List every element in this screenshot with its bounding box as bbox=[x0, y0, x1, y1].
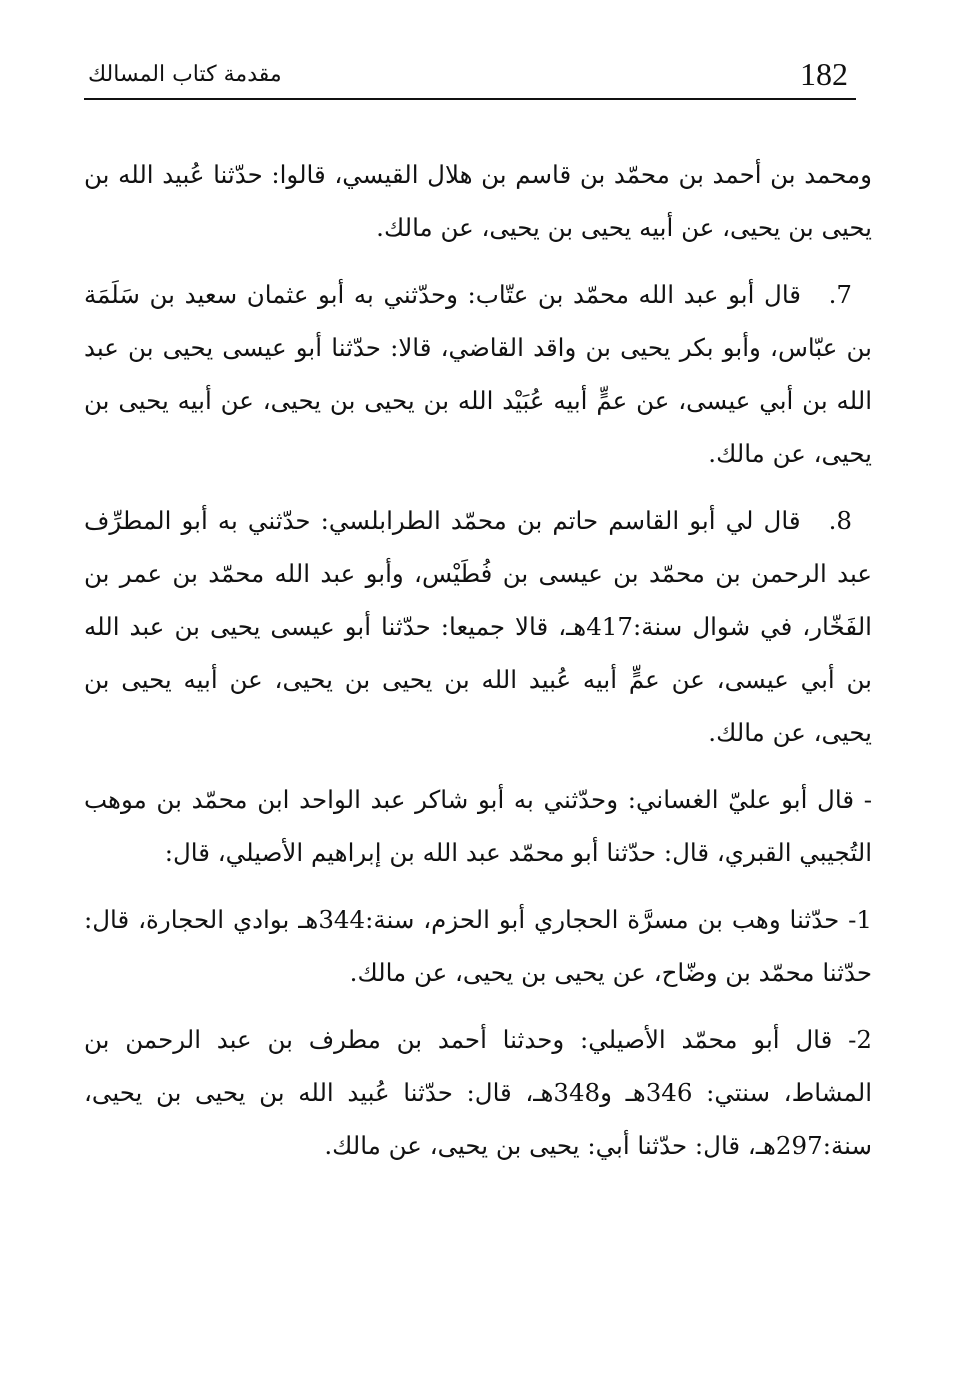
paragraph-7 bbox=[84, 268, 872, 480]
paragraph-text: ومحمد بن أحمد بن محمّد بن قاسم بن هلال القيسي، قالوا: حدّثنا عُبيد الله بن يحيى بن يحيى، عن أبيه يحيى بن يحيى، عن مالك. bbox=[84, 160, 872, 242]
paragraph-text: - قال أبو عليّ الغساني: وحدّثني به أبو شاكر عبد الواحد ابن محمّد بن موهب التُجيبي القبري، قال: حدّثنا أبو محمّد عبد الله بن إبراهيم الأصيلي، قال: bbox=[84, 785, 872, 867]
paragraph-8 bbox=[84, 494, 872, 759]
paragraph-number: 7. bbox=[828, 280, 852, 309]
paragraph-text: قال لي أبو القاسم حاتم بن محمّد الطرابلسي: حدّثني به أبو المطرِّف عبد الرحمن بن محمّد بن عيسى بن فُطَيْس، وأبو عبد الله محمّد بن عمر بن الفَخّار، في شوال سنة:417هـ، قالا جميعا: حدّثنا أبو عيسى يحيى بن عبد الله بن أبي عيسى، عن عمٍّ أبيه عُبيد الله بن يحيى بن يحيى، عن أبيه يحيى بن يحيى، عن مالك. bbox=[84, 506, 872, 747]
running-title: مقدمة كتاب المسالك bbox=[88, 62, 282, 87]
page-number: 182 bbox=[800, 56, 848, 92]
paragraph-number: 8. bbox=[828, 506, 852, 535]
paragraph-text: 1- حدّثنا وهب بن مسرَّة الحجاري أبو الحزم، سنة:344هـ بوادي الحجارة، قال: حدّثنا محمّد بن وضّاح، عن يحيى بن يحيى، عن مالك. bbox=[84, 905, 872, 987]
paragraph-ghassani bbox=[84, 773, 872, 879]
paragraph-text: قال أبو عبد الله محمّد بن عتّاب: وحدّثني به أبو عثمان سعيد بن سَلَمَة بن عبّاس، وأبو بكر يحيى بن واقد القاضي، قالا: حدّثنا أبو عيسى يحيى بن عبد الله بن أبي عيسى، عن عمٍّ أبيه عُبَيْد الله بن يحيى بن يحيى، عن أبيه يحيى بن يحيى، عن مالك. bbox=[84, 280, 872, 468]
paragraph-text: 2- قال أبو محمّد الأصيلي: وحدثنا أحمد بن مطرف بن عبد الرحمن بن المشاط، سنتي: 346هـ و348هـ، قال: حدّثنا عُبيد الله بن يحيى بن يحيى، سنة:297هـ، قال: حدّثنا أبي: يحيى بن يحيى، عن مالك. bbox=[84, 1025, 872, 1160]
paragraph-list-2 bbox=[84, 1013, 872, 1172]
paragraph-1 bbox=[84, 148, 872, 254]
paragraph-list-1 bbox=[84, 893, 872, 999]
body-text bbox=[84, 148, 872, 1186]
header-rule bbox=[84, 98, 856, 100]
page-header bbox=[84, 52, 856, 100]
